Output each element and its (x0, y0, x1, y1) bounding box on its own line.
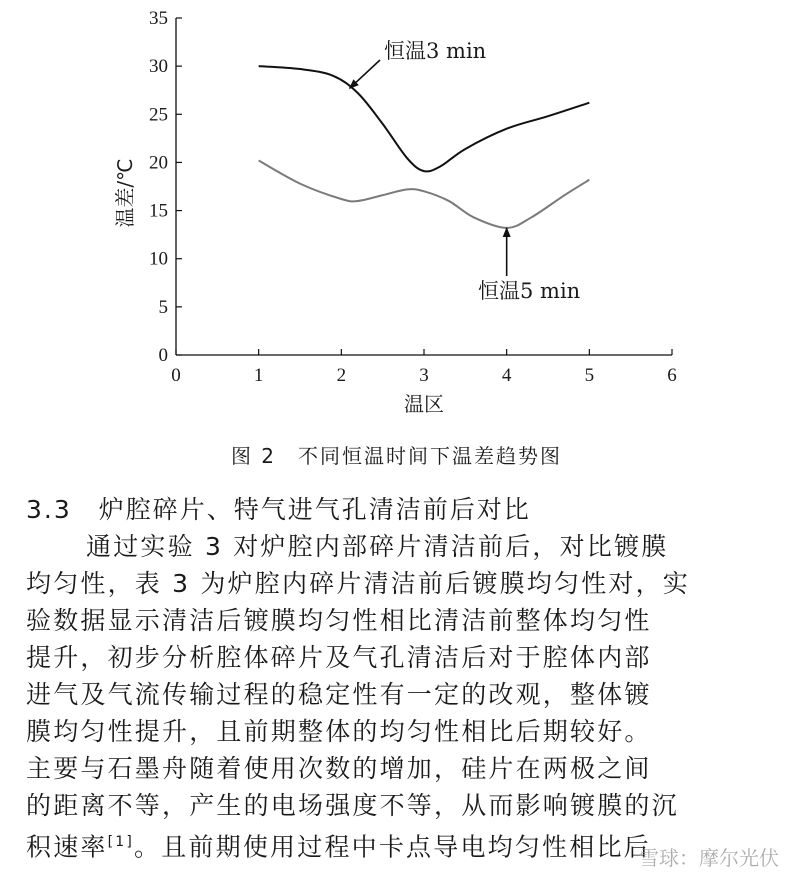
annotation-label-2: 恒温5 min (478, 279, 581, 303)
body-line: 提升，初步分析腔体碎片及气孔清洁后对于腔体内部 (26, 643, 652, 672)
y-tick-label: 35 (149, 8, 168, 29)
body-line: 进气及气流传输过程的稳定性有一定的改观，整体镀 (26, 680, 652, 709)
citation-ref: [1] (107, 834, 135, 850)
x-tick-label: 6 (667, 365, 677, 386)
chart-ticks (149, 8, 677, 386)
x-axis-label: 温区 (404, 392, 444, 416)
y-tick-label: 30 (149, 56, 168, 78)
x-tick-label: 0 (171, 365, 181, 386)
annotation-arrow-1 (350, 60, 380, 88)
x-tick-label: 5 (584, 365, 595, 386)
series-line-1 (259, 66, 590, 171)
y-tick-label: 15 (149, 200, 168, 222)
body-line: 均匀性，表 3 为炉腔内碎片清洁前后镀膜均匀性对，实 (26, 569, 691, 598)
chart-annotations (350, 39, 581, 303)
y-tick-label: 20 (149, 152, 168, 174)
body-line: 的距离不等，产生的电场强度不等，从而影响镀膜的沉 (26, 791, 679, 820)
figure-caption: 图 2 不同恒温时间下温差趋势图 (230, 444, 563, 468)
annotation-label-1: 恒温3 min (384, 39, 487, 63)
x-tick-label: 2 (336, 365, 347, 386)
body-text: 积速率 (26, 832, 108, 862)
y-tick-label: 0 (158, 345, 168, 366)
line-chart (0, 0, 793, 430)
x-tick-label: 3 (419, 365, 429, 386)
y-axis-label: 温差/℃ (113, 158, 137, 228)
x-tick-label: 1 (253, 365, 264, 386)
watermark: 雪球：摩尔光伏 (639, 846, 779, 870)
chart-series (259, 66, 590, 228)
y-tick-label: 5 (158, 296, 168, 318)
body-line: 通过实验 3 对炉腔内部碎片清洁前后，对比镀膜 (86, 532, 669, 561)
body-line: 验数据显示清洁后镀膜均匀性相比清洁前整体均匀性 (26, 606, 652, 635)
section-heading: 3.3 炉腔碎片、特气进气孔清洁前后对比 (26, 495, 531, 524)
y-tick-label: 25 (149, 104, 168, 126)
y-tick-label: 10 (149, 248, 168, 270)
body-line: 主要与石墨舟随着使用次数的增加，硅片在两极之间 (26, 754, 652, 783)
body-paragraph (26, 528, 771, 865)
x-tick-label: 4 (501, 365, 512, 386)
body-text: 。且前期使用过程中卡点导电均匀性相比后 (134, 832, 651, 862)
chart-axes (176, 18, 672, 355)
body-line: 膜均匀性提升，且前期整体的均匀性相比后期较好。 (26, 717, 652, 746)
